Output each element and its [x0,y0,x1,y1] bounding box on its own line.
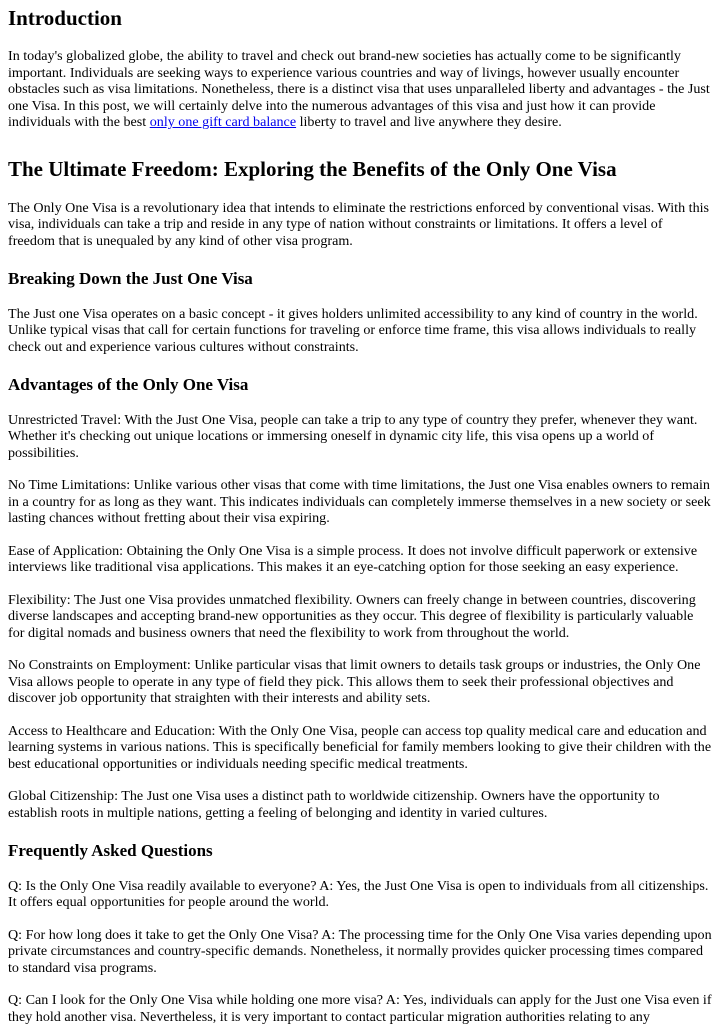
faq-heading: Frequently Asked Questions [8,841,213,861]
intro-text-before-link: In today's globalized globe, the ability to travel and check out brand-new societies has actually come to be significantly important. Individuals are seeking ways to experience various countries and way of livings, however usually encounter obstacles such as visa limitations. Nonetheless, there is a distinct visa that uses unparalleled liberty and advantages - the Just one Visa. In this post, we will certainly delve into the numerous advantages of this visa and just how it can provide individuals with the best [8,48,710,131]
intro-paragraph [8,48,712,131]
intro-heading: Introduction [8,6,122,30]
ultimate-freedom-paragraph: The Only One Visa is a revolutionary idea that intends to eliminate the restrictions enforced by conventional visas. With this visa, individuals can take a trip and reside in any type of nation without constraints or limitations. It offers a level of freedom that is unequaled by any kind of other visa program. [8,199,710,249]
article [0,6,720,1025]
advantages-heading: Advantages of the Only One Visa [8,375,249,395]
advantage-flexibility: Flexibility: The Just one Visa provides unmatched flexibility. Owners can freely change in between countries, discovering diverse landscapes and accepting brand-new opportunities as they occur. This degree of flexibility is particularly valuable for digital nomads and business owners that need the flexibility to work from throughout the world. [8,591,696,641]
breaking-down-heading: Breaking Down the Just One Visa [8,269,253,289]
faq-item: Q: Is the Only One Visa readily available to everyone? A: Yes, the Just One Visa is open to individuals from all citizenships. It offers equal opportunities for people around the world. [8,877,709,911]
advantage-no-employment-constraints: No Constraints on Employment: Unlike particular visas that limit owners to details task groups or industries, the Only One Visa allows people to operate in any type of field they pick. This allows them to seek their professional objectives and discover job opportunity that straighten with their interests and ability sets. [8,657,701,707]
advantage-unrestricted-travel: Unrestricted Travel: With the Just One Visa, people can take a trip to any type of country they prefer, whenever they want. Whether it's checking out unique locations or immersing oneself in dynamic city life, this visa opens up a world of possibilities. [8,411,698,461]
breaking-down-paragraph: The Just one Visa operates on a basic concept - it gives holders unlimited accessibility to any kind of country in the world. Unlike typical visas that call for certain functions for traveling or enforce time frame, this visa allows individuals to really check out and experience various cultures without constraints. [8,305,698,355]
advantage-no-time-limitations: No Time Limitations: Unlike various other visas that come with time limitations, the Just one Visa enables owners to remain in a country for as long as they want. This indicates individuals can completely immerse themselves in a new society or seek lasting chances without fretting about their visa expiring. [8,477,711,527]
advantage-ease-of-application: Ease of Application: Obtaining the Only One Visa is a simple process. It does not involve difficult paperwork or extensive interviews like traditional visa applications. This makes it an eye-catching option for those seeking an easy experience. [8,542,698,576]
advantage-global-citizenship: Global Citizenship: The Just one Visa uses a distinct path to worldwide citizenship. Owners have the opportunity to establish roots in multiple nations, getting a feeling of belonging and identity in varied cultures. [8,788,660,821]
advantage-healthcare-education: Access to Healthcare and Education: With the Only One Visa, people can access top quality medical care and education and learning systems in various nations. This is specifically beneficial for family members looking to give their children with the best educational opportunities or individuals needing specific medical treatments. [8,722,712,772]
intro-text-after-link: liberty to travel and live anywhere they desire. [296,114,562,131]
ultimate-freedom-heading: The Ultimate Freedom: Exploring the Benefits of the Only One Visa [8,156,617,181]
faq-item: Q: For how long does it take to get the Only One Visa? A: The processing time for the Only One Visa varies depending upon private circumstances and country-specific demands. Nonetheless, it normally provides quicker processing times compared to standard visa programs. [8,926,712,976]
gift-card-balance-link[interactable]: only one gift card balance [149,114,297,131]
faq-item: Q: Can I look for the Only One Visa while holding one more visa? A: Yes, individuals can apply for the Just one Visa even if they hold another visa. Nevertheless, it is very important to contact particular migration authorities relating to any [8,992,712,1025]
